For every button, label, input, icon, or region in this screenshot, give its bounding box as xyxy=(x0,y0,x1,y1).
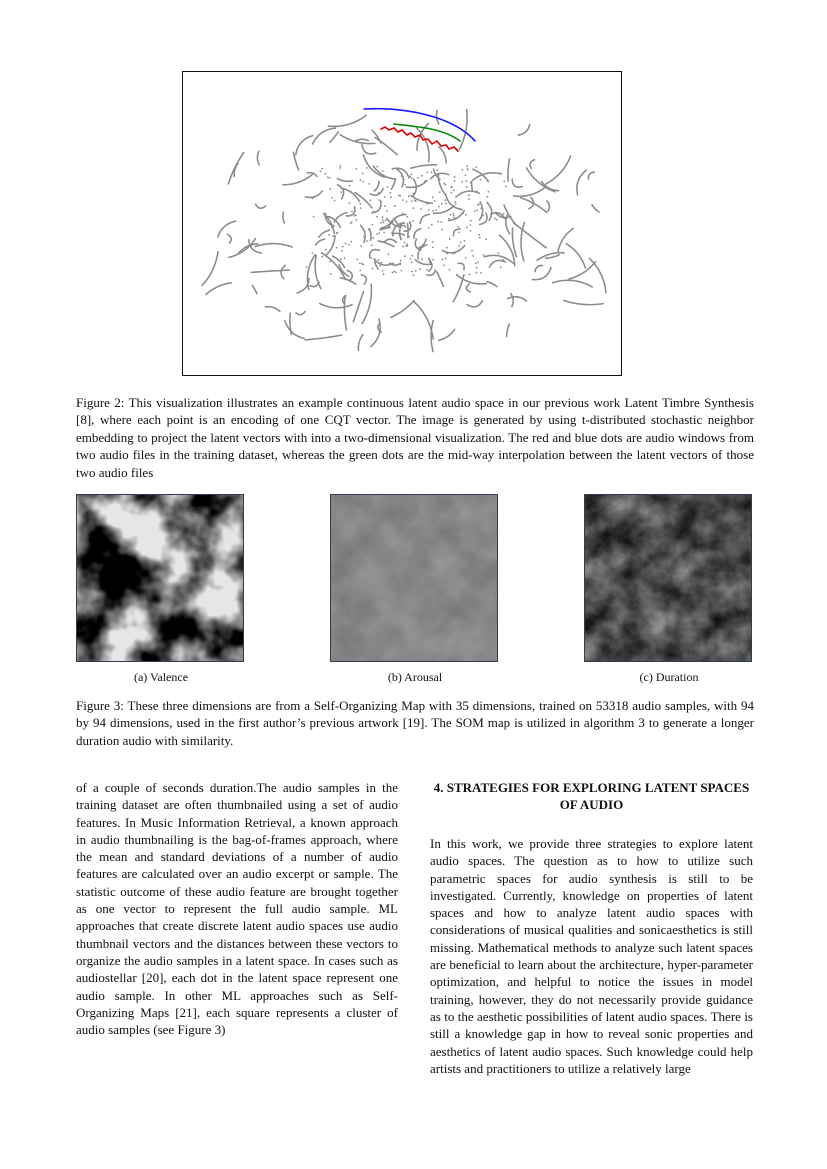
latent-point xyxy=(454,252,456,254)
latent-point xyxy=(487,196,489,198)
latent-point xyxy=(406,243,408,245)
latent-point xyxy=(362,181,364,183)
latent-point xyxy=(503,181,505,183)
latent-point xyxy=(384,196,386,198)
latent-point xyxy=(439,191,441,193)
latent-point xyxy=(503,259,505,261)
latent-point xyxy=(404,242,406,244)
latent-point xyxy=(389,192,391,194)
latent-point xyxy=(454,176,456,178)
latent-point xyxy=(432,259,434,261)
latent-point xyxy=(469,274,471,276)
latent-point xyxy=(369,199,371,201)
latent-point xyxy=(400,237,402,239)
latent-point xyxy=(411,255,413,257)
latent-point xyxy=(480,208,482,210)
latent-point xyxy=(321,256,323,258)
latent-point xyxy=(431,224,433,226)
latent-point xyxy=(337,232,339,234)
latent-point xyxy=(466,180,468,182)
latent-point xyxy=(405,226,407,228)
latent-point xyxy=(426,269,428,271)
som-map-duration xyxy=(584,494,752,662)
latent-point xyxy=(455,201,457,203)
latent-point xyxy=(465,174,467,176)
latent-point xyxy=(380,205,382,207)
latent-point xyxy=(456,218,458,220)
latent-point xyxy=(401,270,403,272)
latent-point xyxy=(412,193,414,195)
latent-point xyxy=(454,217,456,219)
latent-point xyxy=(470,182,472,184)
latent-point xyxy=(360,179,362,181)
latent-point xyxy=(385,219,387,221)
latent-point xyxy=(344,257,346,259)
latent-point xyxy=(453,189,455,191)
latent-point xyxy=(372,237,374,239)
latent-point xyxy=(420,208,422,210)
left-column-paragraph: of a couple of seconds duration.The audio samples in the training dataset are often thumbnailed using a set of audio features. In Music Information Retrieval, a known approach in audio thumbnailing is the bag-of-frames approach, where the mean and standard deviations of a number of audio features are calculated over an audio excerpt or sample. The statistic outcome of these audio feature are brought together as one vector to represent the full audio sample. ML approaches that create discrete latent audio spaces use audio thumbnail vectors and the distances between these vectors to organize the audio samples in a latent space. In cases such as audiostellar [20], each dot in the latent space represent one audio sample. In other ML approaches such as Self-Organizing Maps [21], each square represents a cluster of audio samples (see Figure 3) xyxy=(76,780,398,1038)
latent-point xyxy=(412,274,414,276)
latent-point xyxy=(340,258,342,260)
latent-point xyxy=(494,218,496,220)
latent-point xyxy=(476,209,478,211)
latent-point xyxy=(312,198,314,200)
latent-point xyxy=(452,253,454,255)
latent-point xyxy=(355,214,357,216)
latent-point xyxy=(428,209,430,211)
latent-point xyxy=(440,221,442,223)
latent-point xyxy=(376,166,378,168)
latent-point xyxy=(446,253,448,255)
latent-point xyxy=(434,200,436,202)
latent-point xyxy=(360,207,362,209)
latent-point xyxy=(424,180,426,182)
latent-point xyxy=(470,230,472,232)
latent-point xyxy=(372,224,374,226)
latent-point xyxy=(330,273,332,275)
latent-point xyxy=(341,250,343,252)
latent-point xyxy=(428,257,430,259)
latent-point xyxy=(483,254,485,256)
latent-point xyxy=(403,178,405,180)
latent-point xyxy=(468,198,470,200)
latent-point xyxy=(465,214,467,216)
latent-point xyxy=(362,173,364,175)
latent-point xyxy=(445,203,447,205)
latent-point xyxy=(412,220,414,222)
latent-point xyxy=(429,261,431,263)
figure-2-caption: Figure 2: This visualization illustrates an example continuous latent audio space in our previous work Latent Timbre Synthesis [8], where each point is an encoding of one CQT vector. The image is generated by using t-distributed stochastic neighbor embedding to project the latent vectors with into a two-dimensional visualization. The red and blue dots are audio windows from two audio files in the training dataset, whereas the green dots are the mid-way interpolation between the latent vectors of those two audio files xyxy=(76,395,754,480)
latent-point xyxy=(379,240,381,242)
latent-point xyxy=(476,272,478,274)
latent-point xyxy=(339,165,341,167)
latent-point xyxy=(331,197,333,199)
latent-point xyxy=(381,227,383,229)
right-column-paragraph: In this work, we provide three strategies to explore latent audio spaces. The question as to how to utilize such parametric spaces for audio synthesis is still to be investigated. Currently, knowledge on properties of latent spaces and how to analyze latent audio spaces with considerations of musical qualities and sonicaesthetics is still missing. Mathematical methods to analyze such latent spaces are beneficial to learn about the architecture, hyper-parameter optimization, and helpful to notice the issues in model training, however, they do not necessarily provide guidance as to the aesthetic possibilities of latent audio spaces. There is still a knowledge gap in how to reveal sonic properties and aesthetics of latent audio spaces. Such knowledge could help artists and practitioners to utilize a relatively large xyxy=(430,836,753,1076)
latent-point xyxy=(441,203,443,205)
latent-point xyxy=(460,242,462,244)
latent-point xyxy=(458,245,460,247)
latent-point xyxy=(466,226,468,228)
latent-point xyxy=(368,229,370,231)
latent-point xyxy=(325,173,327,175)
latent-point xyxy=(398,195,400,197)
latent-point xyxy=(479,237,481,239)
latent-point xyxy=(399,234,401,236)
latent-point xyxy=(431,171,433,173)
latent-point xyxy=(378,232,380,234)
latent-point xyxy=(356,219,358,221)
latent-point xyxy=(366,167,368,169)
latent-point xyxy=(477,262,479,264)
latent-point xyxy=(405,245,407,247)
latent-point xyxy=(349,185,351,187)
latent-point xyxy=(371,244,373,246)
latent-point xyxy=(370,233,372,235)
latent-point xyxy=(432,210,434,212)
latent-point xyxy=(472,255,474,257)
latent-point xyxy=(321,168,323,170)
latent-point xyxy=(476,267,478,269)
latent-point xyxy=(444,250,446,252)
latent-point xyxy=(359,203,361,205)
latent-point xyxy=(355,168,357,170)
latent-point xyxy=(328,234,330,236)
latent-point xyxy=(475,166,477,168)
latent-point xyxy=(449,238,451,240)
latent-point xyxy=(327,176,329,178)
latent-point xyxy=(383,232,385,234)
latent-space-figure xyxy=(182,71,622,376)
latent-point xyxy=(379,265,381,267)
latent-point xyxy=(453,215,455,217)
latent-point xyxy=(306,266,308,268)
latent-point xyxy=(368,183,370,185)
latent-point xyxy=(411,271,413,273)
latent-point xyxy=(410,173,412,175)
latent-point xyxy=(382,170,384,172)
latent-point xyxy=(498,252,500,254)
latent-point xyxy=(443,183,445,185)
latent-point xyxy=(474,210,476,212)
latent-point xyxy=(408,195,410,197)
latent-point xyxy=(404,184,406,186)
latent-point xyxy=(350,223,352,225)
latent-point xyxy=(467,169,469,171)
latent-point xyxy=(325,249,327,251)
latent-point xyxy=(381,174,383,176)
latent-point xyxy=(406,216,408,218)
latent-point xyxy=(363,236,365,238)
latent-point xyxy=(470,220,472,222)
latent-point xyxy=(445,199,447,201)
latent-point xyxy=(380,222,382,224)
latent-point xyxy=(411,200,413,202)
latent-point xyxy=(373,211,375,213)
latent-point xyxy=(320,171,322,173)
latent-point xyxy=(360,245,362,247)
latent-point xyxy=(409,222,411,224)
latent-point xyxy=(390,196,392,198)
latent-point xyxy=(350,191,352,193)
latent-point xyxy=(441,229,443,231)
latent-point xyxy=(409,176,411,178)
latent-point xyxy=(409,228,411,230)
latent-point xyxy=(445,258,447,260)
latent-point xyxy=(478,203,480,205)
latent-point xyxy=(356,259,358,261)
latent-point xyxy=(487,181,489,183)
latent-point xyxy=(446,247,448,249)
latent-point xyxy=(334,200,336,202)
latent-point xyxy=(458,231,460,233)
latent-point xyxy=(329,188,331,190)
latent-point xyxy=(465,257,467,259)
latent-point xyxy=(339,167,341,169)
latent-point-trail xyxy=(472,182,473,191)
latent-point xyxy=(387,186,389,188)
figure-3-caption: Figure 3: These three dimensions are from a Self-Organizing Map with 35 dimensions, trained on 53318 audio samples, with 94 by 94 dimensions, used in the first author’s previous artwork [19]. The SOM map is utilized in algorithm 3 to generate a longer duration audio with similarity. xyxy=(76,698,754,748)
latent-point xyxy=(449,269,451,271)
latent-point xyxy=(428,227,430,229)
latent-point xyxy=(414,199,416,201)
latent-point xyxy=(329,261,331,263)
latent-point xyxy=(417,177,419,179)
latent-point xyxy=(361,263,363,265)
latent-point xyxy=(340,191,342,193)
latent-point xyxy=(458,226,460,228)
latent-point xyxy=(359,263,361,265)
latent-point xyxy=(441,259,443,261)
latent-point xyxy=(402,213,404,215)
latent-point xyxy=(402,199,404,201)
latent-point xyxy=(350,241,352,243)
latent-point xyxy=(438,206,440,208)
latent-point xyxy=(431,177,433,179)
latent-point xyxy=(462,212,464,214)
latent-point xyxy=(413,207,415,209)
latent-point xyxy=(496,219,498,221)
latent-point xyxy=(448,218,450,220)
latent-point xyxy=(415,270,417,272)
latent-point xyxy=(421,175,423,177)
latent-point xyxy=(452,213,454,215)
latent-point xyxy=(331,227,333,229)
latent-point xyxy=(408,236,410,238)
latent-point xyxy=(391,232,393,234)
latent-point xyxy=(436,169,438,171)
latent-point xyxy=(500,266,502,268)
latent-point xyxy=(366,240,368,242)
latent-point xyxy=(392,272,394,274)
latent-point xyxy=(432,196,434,198)
latent-point xyxy=(454,180,456,182)
latent-point xyxy=(399,264,401,266)
latent-point xyxy=(313,216,315,218)
latent-point xyxy=(411,177,413,179)
latent-point xyxy=(488,191,490,193)
latent-point xyxy=(450,192,452,194)
latent-point xyxy=(485,238,487,240)
latent-point xyxy=(378,199,380,201)
latent-point xyxy=(339,186,341,188)
latent-point xyxy=(462,169,464,171)
latent-point xyxy=(359,270,361,272)
latent-point xyxy=(404,255,406,257)
som-map-arousal xyxy=(330,494,498,662)
latent-point xyxy=(505,185,507,187)
latent-point xyxy=(345,243,347,245)
latent-point xyxy=(480,272,482,274)
latent-point xyxy=(503,213,505,215)
latent-point xyxy=(450,187,452,189)
latent-point xyxy=(351,211,353,213)
subfigure-label-duration: (c) Duration xyxy=(639,670,699,684)
latent-point xyxy=(432,247,434,249)
latent-point xyxy=(380,262,382,264)
latent-point xyxy=(342,246,344,248)
latent-point-trail xyxy=(408,224,409,239)
subfigure-label-valence: (a) Valence xyxy=(133,670,189,684)
latent-point xyxy=(419,268,421,270)
latent-point xyxy=(395,272,397,274)
latent-point xyxy=(426,172,428,174)
latent-point xyxy=(329,177,331,179)
latent-point xyxy=(464,240,466,242)
latent-point xyxy=(378,192,380,194)
latent-point xyxy=(386,210,388,212)
latent-point xyxy=(382,219,384,221)
latent-point xyxy=(382,216,384,218)
latent-point xyxy=(332,235,334,237)
latent-point xyxy=(336,247,338,249)
latent-point xyxy=(443,264,445,266)
latent-point xyxy=(471,250,473,252)
latent-point xyxy=(388,253,390,255)
latent-point xyxy=(402,246,404,248)
latent-point xyxy=(372,268,374,270)
som-map-valence xyxy=(76,494,244,662)
latent-point xyxy=(348,244,350,246)
section-4-heading: 4. STRATEGIES FOR EXPLORING LATENT SPACES OF AUDIO xyxy=(433,780,750,812)
latent-point xyxy=(455,203,457,205)
latent-point xyxy=(384,241,386,243)
latent-point xyxy=(383,221,385,223)
latent-point xyxy=(382,270,384,272)
latent-point xyxy=(478,234,480,236)
latent-point xyxy=(329,216,331,218)
latent-point xyxy=(376,233,378,235)
subfigure-label-arousal: (b) Arousal xyxy=(387,670,443,684)
latent-point xyxy=(461,181,463,183)
latent-point xyxy=(468,194,470,196)
latent-point xyxy=(421,258,423,260)
latent-point xyxy=(384,205,386,207)
latent-point xyxy=(466,186,468,188)
latent-point xyxy=(376,216,378,218)
latent-point xyxy=(435,209,437,211)
latent-point xyxy=(378,259,380,261)
latent-point xyxy=(401,175,403,177)
latent-point xyxy=(470,224,472,226)
latent-point xyxy=(427,203,429,205)
latent-point xyxy=(476,190,478,192)
latent-point xyxy=(475,262,477,264)
latent-point xyxy=(450,214,452,216)
latent-point xyxy=(349,203,351,205)
latent-point xyxy=(480,179,482,181)
latent-point xyxy=(466,165,468,167)
latent-point xyxy=(432,241,434,243)
latent-point xyxy=(482,215,484,217)
latent-point xyxy=(394,205,396,207)
latent-point xyxy=(406,201,408,203)
latent-point xyxy=(410,258,412,260)
latent-point xyxy=(400,260,402,262)
latent-point xyxy=(374,249,376,251)
latent-point xyxy=(370,257,372,259)
latent-point xyxy=(437,221,439,223)
latent-point xyxy=(411,261,413,263)
latent-point xyxy=(393,271,395,273)
latent-point xyxy=(383,273,385,275)
latent-point xyxy=(312,252,314,254)
